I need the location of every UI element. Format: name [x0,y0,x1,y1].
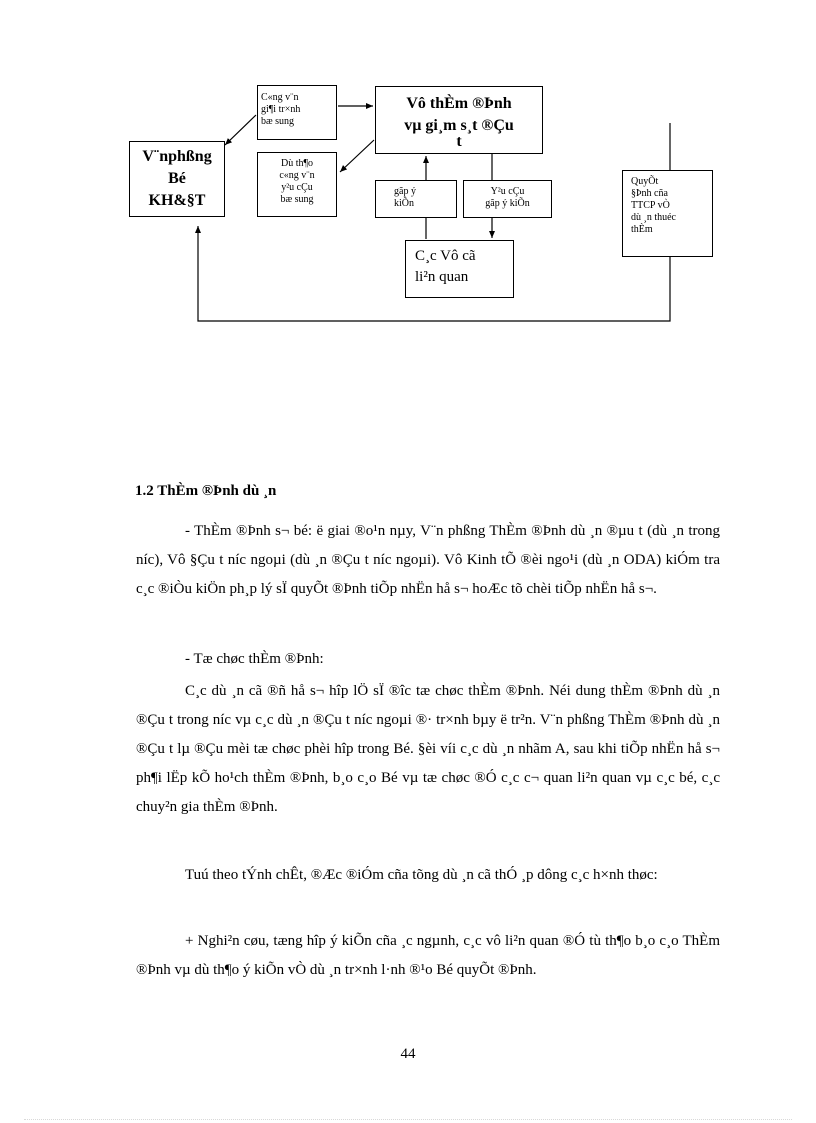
vu-tham-dinh-line-2: vµ gi¸m s¸t ®Çu [404,117,514,134]
cong-van-line-3: bæ sung [261,116,295,127]
vu-tham-dinh-box [375,86,543,154]
quyet-dinh-line-5: thÈm [631,224,653,235]
arrow-vu-to-duthao [340,140,374,172]
paragraph-to-chuc-body: C¸c dù ¸n cã ®ñ hå s¬ hîp lÖ sÏ ®îc tæ chøc thÈm ®Þnh. Néi dung thÈm ®Þnh dù ¸n ®Çu t trong níc vµ c¸c dù ¸n ®Çu t níc ngoµi ®· tr×nh bµy ë tr²n. V¨n phßng ThÈm ®Þnh dù ¸n ®Çu t lµ ®Çu mèi tæ chøc phèi hîp trong Bé. §èi víi c¸c dù ¸n nhãm A, sau khi tiÕp nhËn hå s¬ ph¶i lËp kÕ ho¹ch thÈm ®Þnh, b¸o c¸o Bé vµ tæ chøc ®Ó c¸c c¬ quan li²n quan vµ c¸c bé, c¸c chuy²n gia thÈm ®Þnh. [136,683,720,815]
quyet-dinh-box [622,170,713,257]
bottom-dotted-rule [24,1119,792,1120]
quyet-dinh-line-2: §Þnh cña [631,188,668,199]
cac-vu-line-1: C¸c Vô cã [415,248,476,264]
vp-bo-line-1: V¨nphßng [142,148,212,165]
vu-tham-dinh-line-1: Vô thÈm ®Þnh [406,95,512,112]
du-thao-box [257,152,337,217]
gop-y-line-1: gãp ý [394,186,416,197]
quyet-dinh-line-4: dù ¸n thuéc [631,212,676,223]
yeu-cau-box [463,180,552,218]
paragraph-to-chuc-heading: - Tæ chøc thÈm ®Þnh: [185,651,324,667]
vp-bo-box [129,141,225,217]
vu-tham-dinh-line-3: t [456,133,462,150]
cong-van-box [257,85,337,140]
cac-vu-box [405,240,514,298]
arrow-congvan-to-vpbo [225,115,256,145]
cac-vu-line-2: li²n quan [415,269,469,285]
du-thao-line-2: c«ng v¨n [279,170,315,181]
vp-bo-line-3: KH&§T [148,192,206,209]
du-thao-line-3: y²u cÇu [281,182,313,193]
paragraph-hinh-thuc: Tuú theo tÝnh chÊt, ®Æc ®iÓm cña tõng dù ¸n cã thÓ ¸p dông c¸c h×nh thøc: [185,867,658,883]
quyet-dinh-line-3: TTCP vÒ [631,200,670,211]
vp-bo-line-2: Bé [168,170,186,187]
paragraph-nghien-cuu: + Nghi²n cøu, tæng hîp ý kiÕn cña ¸c ngµnh, c¸c vô li²n quan ®Ó tù th¶o b¸o c¸o ThÈm ®Þnh vµ dù th¶o ý kiÕn vÒ dù ¸n tr×nh l·nh ®¹o Bé quyÕt ®Þnh. [136,933,720,978]
du-thao-line-4: bæ sung [280,194,314,205]
cong-van-line-2: gi¶i tr×nh [261,104,301,115]
gop-y-line-2: kiÕn [394,198,414,209]
du-thao-line-1: Dù th¶o [280,158,314,169]
paragraph-tham-dinh-so-bo: - ThÈm ®Þnh s¬ bé: ë giai ®o¹n nµy, V¨n phßng ThÈm ®Þnh dù ¸n ®µu t (dù ¸n trong níc), Vô §Çu t níc ngoµi (dù ¸n ®Çu t níc ngoµi). Vô Kinh tÕ ®èi ngo¹i (dù ¸n ODA) kiÓm tra c¸c ®iÒu kiÖn ph¸p lý sÏ quyÕt ®Þnh tiÕp nhËn hå s¬ hoÆc tõ chèi tiÕp nhËn hå s¬. [136,523,720,597]
cong-van-line-1: C«ng v¨n [261,92,299,103]
page-number: 44 [400,1046,416,1062]
quyet-dinh-line-1: QuyÕt [631,176,659,187]
yeu-cau-line-2: gãp ý kiÕn [485,198,530,209]
gop-y-box [375,180,457,218]
yeu-cau-line-1: Y²u cÇu [490,186,525,197]
section-heading: 1.2 ThÈm ®Þnh dù ¸n [135,483,277,499]
